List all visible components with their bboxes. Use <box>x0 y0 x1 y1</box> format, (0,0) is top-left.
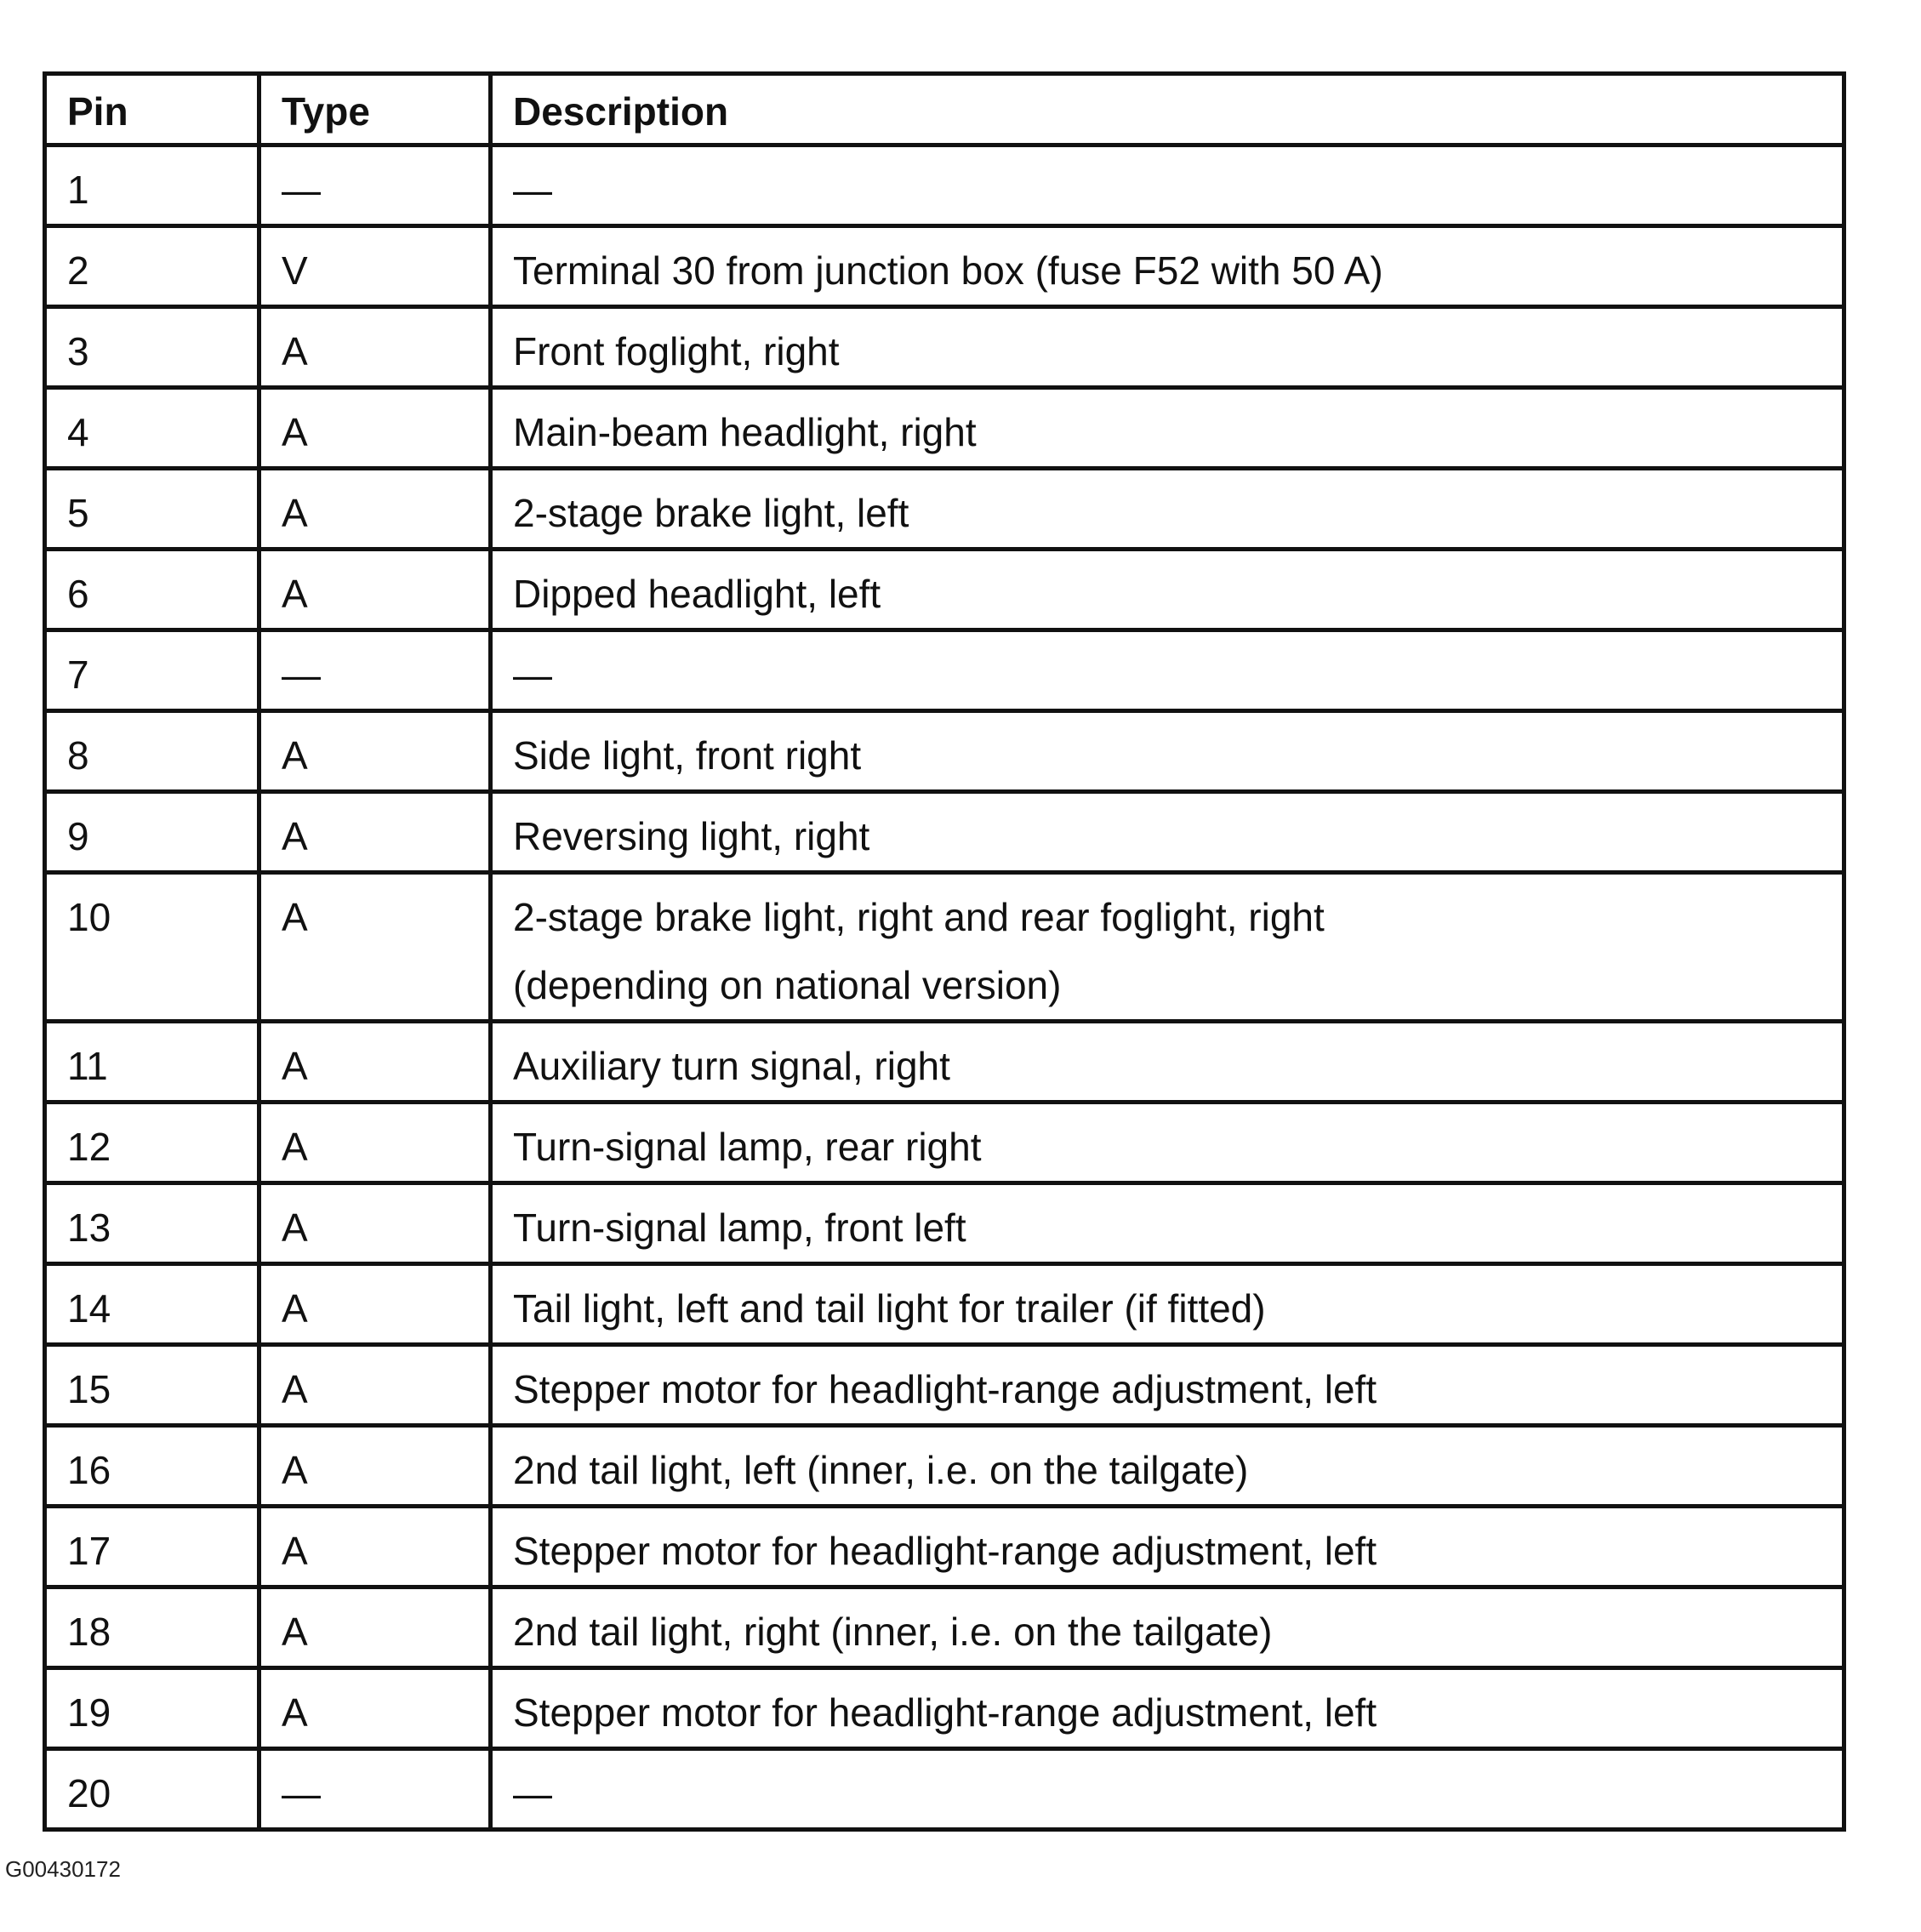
table-header-row <box>45 74 1844 145</box>
description-cell <box>491 550 1844 630</box>
description-line: — <box>513 1771 552 1815</box>
type-cell: A <box>259 307 491 388</box>
description-cell <box>491 792 1844 873</box>
description-cell <box>491 1507 1844 1587</box>
description-line: Stepper motor for headlight-range adjustment, left <box>513 1529 1377 1573</box>
pin-cell: 17 <box>45 1507 259 1587</box>
table-row <box>45 469 1844 550</box>
table-row <box>45 1426 1844 1507</box>
description-line: Side light, front right <box>513 733 862 778</box>
description-line: Stepper motor for headlight-range adjustment, left <box>513 1367 1377 1411</box>
pin-cell: 5 <box>45 469 259 550</box>
table-row <box>45 1668 1844 1749</box>
description-cell <box>491 307 1844 388</box>
description-line: Terminal 30 from junction box (fuse F52 with 50 A) <box>513 248 1383 293</box>
pin-cell: 16 <box>45 1426 259 1507</box>
type-cell: A <box>259 1668 491 1749</box>
table-row <box>45 226 1844 307</box>
header-pin: Pin <box>45 74 259 145</box>
table-row <box>45 550 1844 630</box>
pin-cell: 19 <box>45 1668 259 1749</box>
description-cell <box>491 469 1844 550</box>
description-line: Turn-signal lamp, front left <box>513 1205 966 1250</box>
type-cell: A <box>259 550 491 630</box>
description-cell <box>491 1183 1844 1264</box>
description-cell <box>491 1426 1844 1507</box>
type-cell: A <box>259 388 491 469</box>
pin-cell: 12 <box>45 1103 259 1183</box>
type-cell: A <box>259 469 491 550</box>
description-line: 2-stage brake light, right and rear foglight, right <box>513 895 1325 939</box>
type-cell: A <box>259 1507 491 1587</box>
table-row <box>45 1264 1844 1345</box>
table-body <box>45 145 1844 1830</box>
description-cell <box>491 1022 1844 1103</box>
description-cell <box>491 1345 1844 1426</box>
type-cell: — <box>259 1749 491 1830</box>
type-cell: A <box>259 1426 491 1507</box>
pin-assignment-table <box>43 71 1846 1832</box>
description-cell <box>491 1668 1844 1749</box>
description-line: Front foglight, right <box>513 329 840 373</box>
pin-cell: 4 <box>45 388 259 469</box>
description-cell <box>491 1749 1844 1830</box>
type-cell: — <box>259 145 491 226</box>
pin-cell: 8 <box>45 711 259 792</box>
pin-cell: 3 <box>45 307 259 388</box>
description-cell <box>491 873 1844 1022</box>
table-row <box>45 1183 1844 1264</box>
table-row <box>45 1103 1844 1183</box>
description-cell <box>491 145 1844 226</box>
table-row <box>45 388 1844 469</box>
pin-cell: 6 <box>45 550 259 630</box>
type-cell: A <box>259 1183 491 1264</box>
pin-cell: 13 <box>45 1183 259 1264</box>
table-row <box>45 145 1844 226</box>
table-row <box>45 1587 1844 1668</box>
type-cell: A <box>259 1264 491 1345</box>
pin-cell: 9 <box>45 792 259 873</box>
table-row <box>45 307 1844 388</box>
description-line: — <box>513 168 552 212</box>
description-cell <box>491 1587 1844 1668</box>
figure-id: G00430172 <box>5 1856 121 1882</box>
type-cell: A <box>259 1103 491 1183</box>
description-line: (depending on national version) <box>513 963 1062 1007</box>
pin-cell: 11 <box>45 1022 259 1103</box>
description-line: Auxiliary turn signal, right <box>513 1044 950 1088</box>
table-row <box>45 873 1844 1022</box>
type-cell: A <box>259 711 491 792</box>
table-row <box>45 792 1844 873</box>
description-line: Turn-signal lamp, rear right <box>513 1125 982 1169</box>
table-row <box>45 711 1844 792</box>
description-line: 2nd tail light, right (inner, i.e. on the tailgate) <box>513 1610 1273 1654</box>
description-cell <box>491 388 1844 469</box>
description-line: Dipped headlight, left <box>513 572 881 616</box>
pin-cell: 20 <box>45 1749 259 1830</box>
description-line: Reversing light, right <box>513 814 870 858</box>
description-cell <box>491 1103 1844 1183</box>
description-line: Stepper motor for headlight-range adjustment, left <box>513 1690 1377 1735</box>
description-line: 2-stage brake light, left <box>513 491 909 535</box>
type-cell: A <box>259 1345 491 1426</box>
type-cell: A <box>259 873 491 1022</box>
pin-cell: 2 <box>45 226 259 307</box>
table-row <box>45 1749 1844 1830</box>
type-cell: V <box>259 226 491 307</box>
table-row <box>45 1507 1844 1587</box>
pin-cell: 7 <box>45 630 259 711</box>
pin-cell: 15 <box>45 1345 259 1426</box>
pin-cell: 14 <box>45 1264 259 1345</box>
description-line: — <box>513 653 552 697</box>
description-line: Tail light, left and tail light for trailer (if fitted) <box>513 1286 1266 1331</box>
table-row <box>45 1022 1844 1103</box>
type-cell: A <box>259 792 491 873</box>
table-row <box>45 1345 1844 1426</box>
description-cell <box>491 226 1844 307</box>
table-row <box>45 630 1844 711</box>
description-line: Main-beam headlight, right <box>513 410 977 454</box>
type-cell: — <box>259 630 491 711</box>
description-cell <box>491 711 1844 792</box>
type-cell: A <box>259 1022 491 1103</box>
description-cell <box>491 1264 1844 1345</box>
description-line: 2nd tail light, left (inner, i.e. on the tailgate) <box>513 1448 1249 1492</box>
pin-cell: 1 <box>45 145 259 226</box>
pin-cell: 18 <box>45 1587 259 1668</box>
description-cell <box>491 630 1844 711</box>
header-description: Description <box>491 74 1844 145</box>
type-cell: A <box>259 1587 491 1668</box>
pin-cell: 10 <box>45 873 259 1022</box>
header-type: Type <box>259 74 491 145</box>
